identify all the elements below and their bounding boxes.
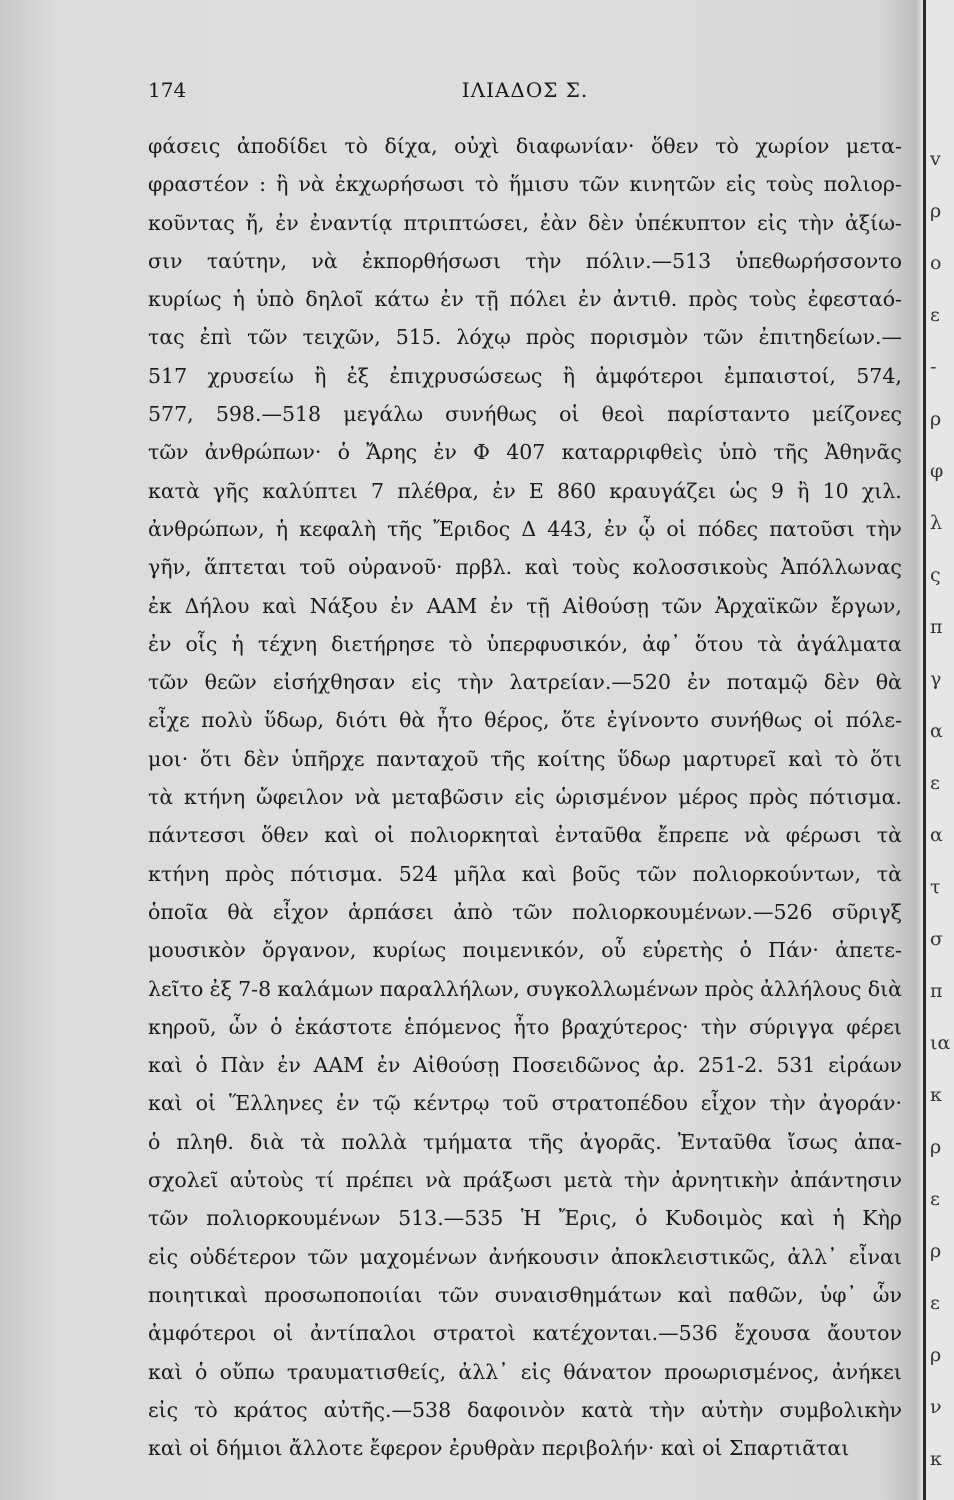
text-line: σιν ταύτην, νὰ ἐκπορθήσωσι τὴν πόλιν.—513 ὑπεθωρήσσοντο (148, 248, 902, 273)
facing-page-char: π (930, 616, 943, 638)
facing-page-char: ε (930, 304, 940, 326)
text-line: καὶ οἱ δήμιοι ἄλλοτε ἔφερον ἐρυθρὰν περιβολήν· καὶ οἱ Σπαρτιᾶται (148, 1436, 850, 1461)
text-line: σχολεῖ αὐτοὺς τί πρέπει νὰ πράξωσι μετὰ τὴν ἀρνητικὴν ἀπάντησιν (148, 1168, 902, 1193)
facing-page-char: γ (930, 668, 942, 690)
text-line: εἰς τὸ κράτος αὐτῆς.—538 δαφοινὸν κατὰ τὴν αὐτὴν συμβολικὴν (148, 1397, 902, 1422)
text-line: κοῦντας ἤ, ἐν ἐναντίᾳ πτριπτώσει, ἐὰν δὲν ὑπέκυπτον εἰς τὴν ἀξίω- (148, 210, 902, 235)
text-line: τὰ κτήνη ὤφειλον νὰ μεταβῶσιν εἰς ὡρισμένον μέρος πρὸς πότισμα. (148, 785, 902, 810)
facing-page-char: φ (930, 460, 944, 482)
facing-page-char: v (930, 148, 941, 170)
text-line: καὶ ὁ οὔπω τραυματισθείς, ἀλλ᾽ εἰς θάνατον προωρισμένος, ἀνήκει (148, 1359, 902, 1384)
facing-page-char: σ (930, 928, 943, 950)
text-line: τῶν ἀνθρώπων· ὁ Ἄρης ἐν Φ 407 καταρριφθεὶς ὑπὸ τῆς Ἀθηνᾶς (148, 440, 902, 465)
text-line: λεῖτο ἐξ 7-8 καλάμων παραλλήλων, συγκολλωμένων πρὸς ἀλλήλους διὰ (148, 976, 902, 1001)
text-line: μοι· ὅτι δὲν ὑπῆρχε πανταχοῦ τῆς κοίτης ὕδωρ μαρτυρεῖ καὶ τὸ ὅτι (148, 746, 902, 771)
facing-page-char: α (930, 824, 943, 846)
text-line: ἀμφότεροι οἱ ἀντίπαλοι στρατοὶ κατέχονται.—536 ἔχουσα ἄουτον (148, 1321, 902, 1346)
text-line: ὁποῖα θὰ εἶχον ἁρπάσει ἀπὸ τῶν πολιορκουμένων.—526 σῦριγξ (148, 899, 902, 924)
text-line: πάντεσσι ὅθεν καὶ οἱ πολιορκηταὶ ἐνταῦθα ἔπρεπε νὰ φέρωσι τὰ (148, 823, 902, 848)
facing-page-char: ρ (930, 1136, 942, 1158)
facing-page-char: ε (930, 1292, 940, 1314)
facing-page-char: ς (930, 564, 941, 586)
facing-page-char: - (930, 356, 937, 378)
text-line: μουσικὸν ὄργανον, κυρίως ποιμενικόν, οὗ εὑρετὴς ὁ Πάν· ἀπετε- (148, 938, 902, 963)
text-line: ποιητικαὶ προσωποποιίαι τῶν συναισθημάτων καὶ παθῶν, ὑφ᾽ ὧν (148, 1282, 902, 1307)
text-line: καὶ οἱ Ἕλληνες ἐν τῷ κέντρῳ τοῦ στρατοπέδου εἶχον τὴν ἀγοράν· (148, 1091, 902, 1116)
text-line: εἰς οὐδέτερον τῶν μαχομένων ἀνήκουσιν ἀποκλειστικῶς, ἀλλ᾽ εἶναι (148, 1244, 902, 1269)
facing-page-char: κ (930, 1448, 942, 1470)
page-header (148, 78, 902, 108)
text-line: γῆν, ἅπτεται τοῦ οὐρανοῦ· πρβλ. καὶ τοὺς κολοσσικοὺς Ἀπόλλωνας (148, 555, 902, 580)
page-number: 174 (148, 78, 187, 102)
facing-page-edge (923, 0, 954, 1500)
text-line: καὶ ὁ Πὰν ἐν ΑΑΜ ἐν Αἰθούσῃ Ποσειδῶνος ἀρ. 251-2. 531 εἰράων (148, 1053, 902, 1078)
facing-page-char: ρ (930, 200, 942, 222)
facing-page-char: o (930, 252, 942, 274)
text-line: ἐκ Δήλου καὶ Νάξου ἐν ΑΑΜ ἐν τῇ Αἰθούσῃ τῶν Ἀρχαϊκῶν ἔργων, (148, 593, 902, 618)
text-line: εἶχε πολὺ ὕδωρ, διότι θὰ ἦτο θέρος, ὅτε ἐγίνοντο συνήθως οἱ πόλε- (148, 708, 902, 733)
text-line: ἀνθρώπων, ἡ κεφαλὴ τῆς Ἔριδος Δ 443, ἐν ᾧ οἱ πόδες πατοῦσι τὴν (148, 516, 902, 541)
text-line: 577, 598.—518 μεγάλω συνήθως οἱ θεοὶ παρίσταντο μείζονες (148, 402, 902, 427)
facing-page-char: κ (930, 1084, 942, 1106)
text-line: 517 χρυσείω ἢ ἐξ ἐπιχρυσώσεως ἢ ἀμφότεροι ἐμπαιστοί, 574, (148, 363, 902, 388)
facing-page-char: ρ (930, 408, 942, 430)
running-head: ΙΛΙΑΔΟΣ Σ. (461, 78, 589, 102)
facing-page-char: τ (930, 876, 941, 898)
facing-page-char: α (930, 720, 943, 742)
text-line: τῶν θεῶν εἰσήχθησαν εἰς τὴν λατρείαν.—520 ἐν ποταμῷ δὲν θὰ (148, 670, 902, 695)
facing-page-char: ε (930, 1188, 940, 1210)
text-line: κηροῦ, ὧν ὁ ἑκάστοτε ἑπόμενος ἦτο βραχύτερος· τὴν σύριγγα φέρει (148, 1014, 902, 1039)
text-line: κυρίως ἡ ὑπὸ δηλοῖ κάτω ἐν τῇ πόλει ἐν ἀντιθ. πρὸς τοὺς ἐφεσταό- (148, 287, 902, 312)
text-line: κτήνη πρὸς πότισμα. 524 μῆλα καὶ βοῦς τῶν πολιορκούντων, τὰ (148, 861, 902, 886)
facing-page-char: ν (930, 1396, 942, 1418)
facing-page-char: ε (930, 772, 940, 794)
text-line: ὁ πληθ. διὰ τὰ πολλὰ τμήματα τῆς ἀγορᾶς. Ἐνταῦθα ἴσως ἀπα- (148, 1129, 902, 1154)
text-line: κατὰ γῆς καλύπτει 7 πλέθρα, ἐν Ε 860 κραυγάζει ὡς 9 ἢ 10 χιλ. (148, 478, 902, 503)
facing-page-char: π (930, 980, 943, 1002)
facing-page-char: λ (930, 512, 943, 534)
facing-page-char: ρ (930, 1240, 942, 1262)
commentary-text (148, 127, 902, 1467)
facing-page-char: ρ (930, 1344, 942, 1366)
text-line: φάσεις ἀποδίδει τὸ δίχα, οὐχὶ διαφωνίαν· ὅθεν τὸ χωρίον μετα- (148, 134, 902, 158)
facing-page-char: ια (930, 1032, 951, 1054)
text-line: τῶν πολιορκουμένων 513.—535 Ἡ Ἔρις, ὁ Κυδοιμὸς καὶ ἡ Κὴρ (148, 1206, 902, 1231)
text-line: φραστέον : ἢ νὰ ἐκχωρήσωσι τὸ ἥμισυ τῶν κινητῶν εἰς τοὺς πολιορ- (148, 172, 902, 197)
text-line: τας ἐπὶ τῶν τειχῶν, 515. λόχῳ πρὸς πορισμὸν τῶν ἐπιτηδείων.— (148, 325, 902, 350)
text-line: ἐν οἷς ἡ τέχνη διετήρησε τὸ ὑπερφυσικόν, ἀφ᾽ ὅτου τὰ ἀγάλματα (148, 631, 902, 656)
